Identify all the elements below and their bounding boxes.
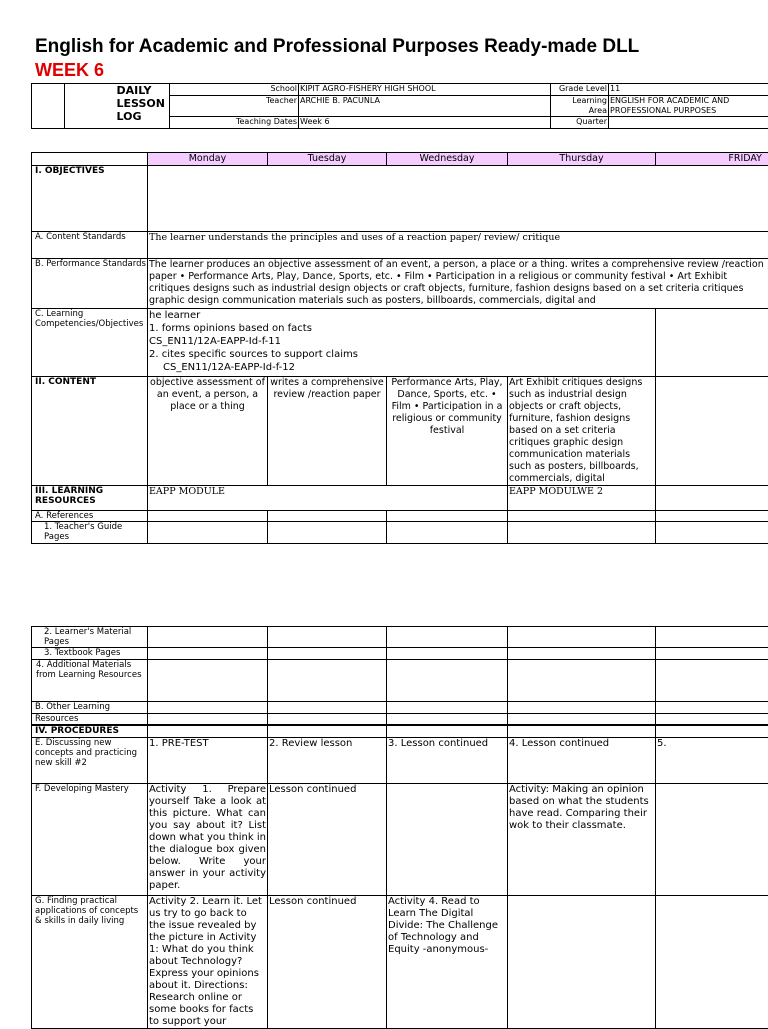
- procedure-f-wednesday: [387, 783, 508, 895]
- procedure-f-tuesday: Lesson continued: [268, 783, 387, 895]
- day-header-thursday: Thursday: [508, 153, 656, 166]
- competencies-friday: [656, 309, 768, 377]
- header-blank-cell: [32, 84, 65, 129]
- grade-value: 11: [609, 84, 768, 96]
- procedure-f-friday: [656, 783, 768, 895]
- week-label: WEEK 6: [35, 60, 104, 81]
- procedure-g-monday: Activity 2. Learn it. Let us try to go back to the issue revealed by the picture in Activity 1: What do you think about Technology? Express your opinions about it. Directions: Research online or some books for facts to support your: [148, 895, 268, 1028]
- procedure-g-thursday: [508, 895, 656, 1028]
- objectives-cell: [148, 166, 768, 232]
- school-value: KIPIT AGRO-FISHERY HIGH SHOOL: [299, 84, 551, 96]
- daily-lesson-log-label: DAILY LESSON LOG: [115, 84, 170, 129]
- teacher-value: ARCHIE B. PACUNLA: [299, 96, 551, 117]
- content-thursday: Art Exhibit critiques designs such as industrial design objects or craft objects, furniture, fashion designs based on a set criteria critiques graphic design communication materials such as posters, billboards, commercials, digital: [508, 377, 656, 486]
- teachers-guide-label: 1. Teacher's Guide Pages: [32, 522, 148, 544]
- header-table: [31, 83, 768, 129]
- resources-monday: EAPP MODULE: [148, 486, 508, 511]
- teacher-label: Teacher: [170, 96, 299, 117]
- learning-resources-heading: III. LEARNING RESOURCES: [32, 486, 148, 511]
- competency-line: CS_EN11/12A-EAPP-Id-f-12: [149, 361, 654, 374]
- competency-line: CS_EN11/12A-EAPP-Id-f-11: [149, 335, 654, 348]
- learners-material-label: 2. Learner's Material Pages: [32, 627, 148, 648]
- day-header-friday: FRIDAY: [656, 153, 768, 166]
- content-heading: II. CONTENT: [32, 377, 148, 486]
- resources-friday: [656, 486, 768, 511]
- other-resources-label: B. Other Learning: [32, 702, 148, 714]
- procedure-e-friday: 5.: [656, 737, 768, 783]
- competencies-label: C. Learning Competencies/Objectives: [32, 309, 148, 377]
- day-header-tuesday: Tuesday: [268, 153, 387, 166]
- competency-line: 2. cites specific sources to support claims: [149, 348, 654, 361]
- objectives-heading: I. OBJECTIVES: [32, 166, 148, 232]
- performance-standards-value: The learner produces an objective assessment of an event, a person, a place or a thing. writes a comprehensive review /reaction paper • Performance Arts, Play, Dance, Sports, etc. • Film • Participation in a religious or community festival • Art Exhibit critiques designs such as industrial design objects or craft objects, furniture, fashion designs based on a set criteria critiques graphic design communication materials such as posters, billboards, commercials, digital and: [148, 259, 768, 309]
- competencies-value: [148, 309, 656, 377]
- other-resources-label-2: Resources: [32, 714, 148, 726]
- content-wednesday: Performance Arts, Play, Dance, Sports, etc. • Film • Participation in a religious or community festival: [387, 377, 508, 486]
- corner-cell: [32, 153, 148, 166]
- content-standards-label: A. Content Standards: [32, 232, 148, 259]
- lesson-table-part2: [31, 626, 768, 1029]
- document-title: English for Academic and Professional Purposes Ready-made DLL: [35, 36, 639, 58]
- learning-area-value: ENGLISH FOR ACADEMIC AND PROFESSIONAL PURPOSES: [609, 96, 768, 117]
- procedure-g-wednesday: Activity 4. Read to Learn The Digital Divide: The Challenge of Technology and Equity -anonymous-: [387, 895, 508, 1028]
- procedure-e-thursday: 4. Lesson continued: [508, 737, 656, 783]
- procedure-f-monday: Activity 1. Prepare yourself Take a look at this picture. What can you say about it? List down what you think in the dialogue box given below. Write your answer in your activity paper.: [148, 783, 268, 895]
- teaching-dates-label: Teaching Dates: [170, 117, 299, 129]
- quarter-label: Quarter: [551, 117, 609, 129]
- header-blank-cell-2: [65, 84, 115, 129]
- competency-line: 1. forms opinions based on facts: [149, 322, 654, 335]
- content-monday: objective assessment of an event, a person, a place or a thing: [148, 377, 268, 486]
- content-friday: [656, 377, 768, 486]
- references-label: A. References: [32, 511, 148, 522]
- procedure-f-thursday: Activity: Making an opinion based on what the students have read. Comparing their wok to their classmate.: [508, 783, 656, 895]
- learning-area-label: Learning Area: [551, 96, 609, 117]
- content-standards-value: The learner understands the principles and uses of a reaction paper/ review/ critique: [148, 232, 768, 259]
- textbook-pages-label: 3. Textbook Pages: [32, 648, 148, 660]
- procedure-g-friday: [656, 895, 768, 1028]
- performance-standards-label: B. Performance Standards: [32, 259, 148, 309]
- procedure-e-tuesday: 2. Review lesson: [268, 737, 387, 783]
- procedure-g-tuesday: Lesson continued: [268, 895, 387, 1028]
- quarter-value: [609, 117, 768, 129]
- procedure-e-wednesday: 3. Lesson continued: [387, 737, 508, 783]
- procedures-heading: IV. PROCEDURES: [32, 725, 148, 737]
- day-header-monday: Monday: [148, 153, 268, 166]
- discussing-concepts-label: E. Discussing new concepts and practicing new skill #2: [32, 737, 148, 783]
- teaching-dates-value: Week 6: [299, 117, 551, 129]
- grade-label: Grade Level: [551, 84, 609, 96]
- school-label: School: [170, 84, 299, 96]
- content-tuesday: writes a comprehensive review /reaction paper: [268, 377, 387, 486]
- lesson-table-part1: [31, 152, 768, 544]
- competency-line: he learner: [149, 309, 654, 322]
- practical-applications-label: G. Finding practical applications of concepts & skills in daily living: [32, 895, 148, 1028]
- additional-materials-label: 4. Additional Materials from Learning Resources: [32, 660, 148, 702]
- developing-mastery-label: F. Developing Mastery: [32, 783, 148, 895]
- resources-thursday: EAPP MODULWE 2: [508, 486, 656, 511]
- day-header-wednesday: Wednesday: [387, 153, 508, 166]
- procedure-e-monday: 1. PRE-TEST: [148, 737, 268, 783]
